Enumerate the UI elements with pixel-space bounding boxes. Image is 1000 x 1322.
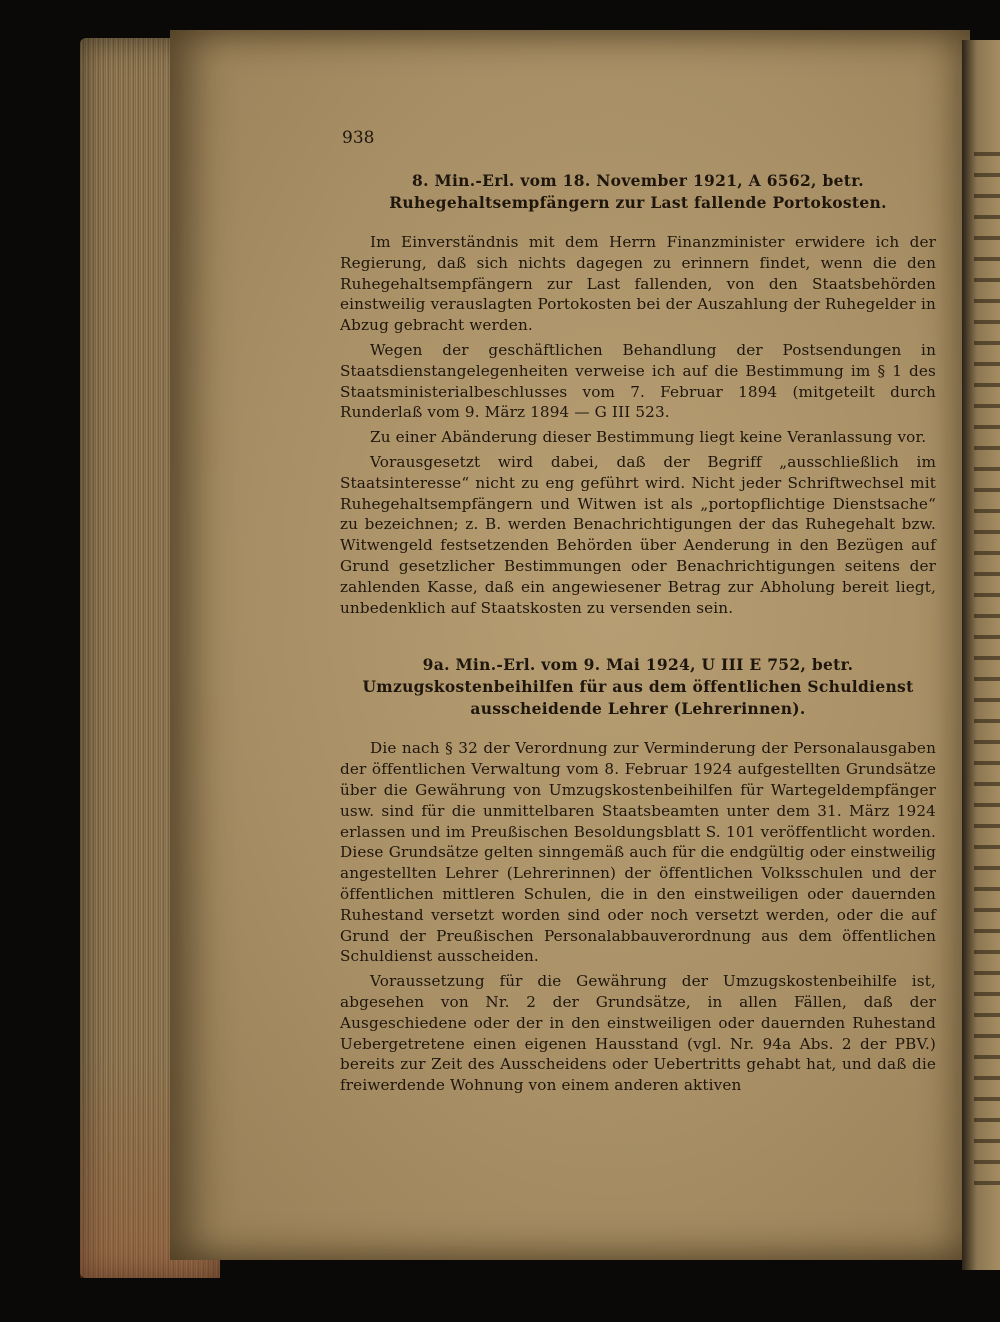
- paragraph: Voraussetzung für die Gewährung der Umzugskostenbeihilfe ist, abgesehen von Nr. 2 der Grundsätze, in allen Fällen, daß der Ausgeschiedene oder der in den einstweiligen oder dauernden Ruhestand Uebergetretene einen eigenen Hausstand (vgl. Nr. 94a Abs. 2 der PBV.) bereits zur Zeit des Ausscheidens oder Uebertritts gehabt hat, und daß die freiwerdende Wohnung von einem anderen aktiven: [340, 972, 936, 1095]
- paragraph: Zu einer Abänderung dieser Bestimmung liegt keine Veranlassung vor.: [370, 428, 927, 447]
- paragraph: Wegen der geschäftlichen Behandlung der Postsendungen in Staatsdienstangelegenheiten verweise ich auf die Bestimmung im § 1 des Staatsministerialbeschlusses vom 7. Februar 1894 (mitgeteilt durch Runderlaß vom 9. März 1894 — G III 523.: [340, 340, 936, 422]
- section-heading: 9a. Min.-Erl. vom 9. Mai 1924, U III E 752, betr. Umzugskostenbeihilfen für aus dem öffentlichen Schuldienst ausscheidende Lehrer (Lehrerinnen).: [362, 655, 914, 719]
- facing-page-edge: [962, 40, 1000, 1270]
- page-text: [340, 128, 936, 1132]
- paragraph: Vorausgesetzt wird dabei, daß der Begriff „ausschließlich im Staatsinteresse“ nicht zu eng geführt wird. Nicht jeder Schriftwechsel mit Ruhegehaltsempfängern und Witwen ist als „portopflichtige Dienstsache“ zu bezeichnen; z. B. werden Benachrichtigungen der das Ruhegehalt bzw. Witwengeld festsetzenden Behörden über Aenderung in den Bezügen auf Grund gesetzlicher Bestimmungen oder Benachrichtigungen seitens der zahlenden Kasse, daß ein angewiesener Betrag zur Abholung bereit liegt, unbedenklich auf Staatskosten zu versenden sein.: [340, 452, 936, 617]
- section-9a: [340, 654, 936, 1096]
- section-8: [340, 170, 936, 618]
- paragraph: Die nach § 32 der Verordnung zur Verminderung der Personalausgaben der öffentlichen Verwaltung vom 8. Februar 1924 aufgestellten Grundsätze über die Gewährung von Umzugskostenbeihilfen für Wartegeldempfänger usw. sind für die unmittelbaren Staatsbeamten unter dem 31. März 1924 erlassen und im Preußischen Besoldungsblatt S. 101 veröffentlicht worden. Diese Grundsätze gelten sinngemäß auch für die endgültig oder einstweilig angestellten Lehrer (Lehrerinnen) der öffentlichen Volksschulen und der öffentlichen mittleren Schulen, die in den einstweiligen oder dauernden Ruhestand versetzt worden sind oder noch versetzt werden, oder die auf Grund der Preußischen Personalabbauverordnung aus dem öffentlichen Schuldienst ausscheiden.: [340, 739, 936, 966]
- paragraph: Im Einverständnis mit dem Herrn Finanzminister erwidere ich der Regierung, daß sich nichts dagegen zu erinnern findet, wenn die den Ruhegehaltsempfängern zur Last fallenden, von den Staatsbehörden einstweilig verauslagten Portokosten bei der Auszahlung der Ruhegelder in Abzug gebracht werden.: [340, 233, 936, 335]
- page-number: 938: [342, 128, 375, 148]
- section-heading: 8. Min.-Erl. vom 18. November 1921, A 6562, betr. Ruhegehaltsempfängern zur Last fallende Portokosten.: [389, 171, 887, 212]
